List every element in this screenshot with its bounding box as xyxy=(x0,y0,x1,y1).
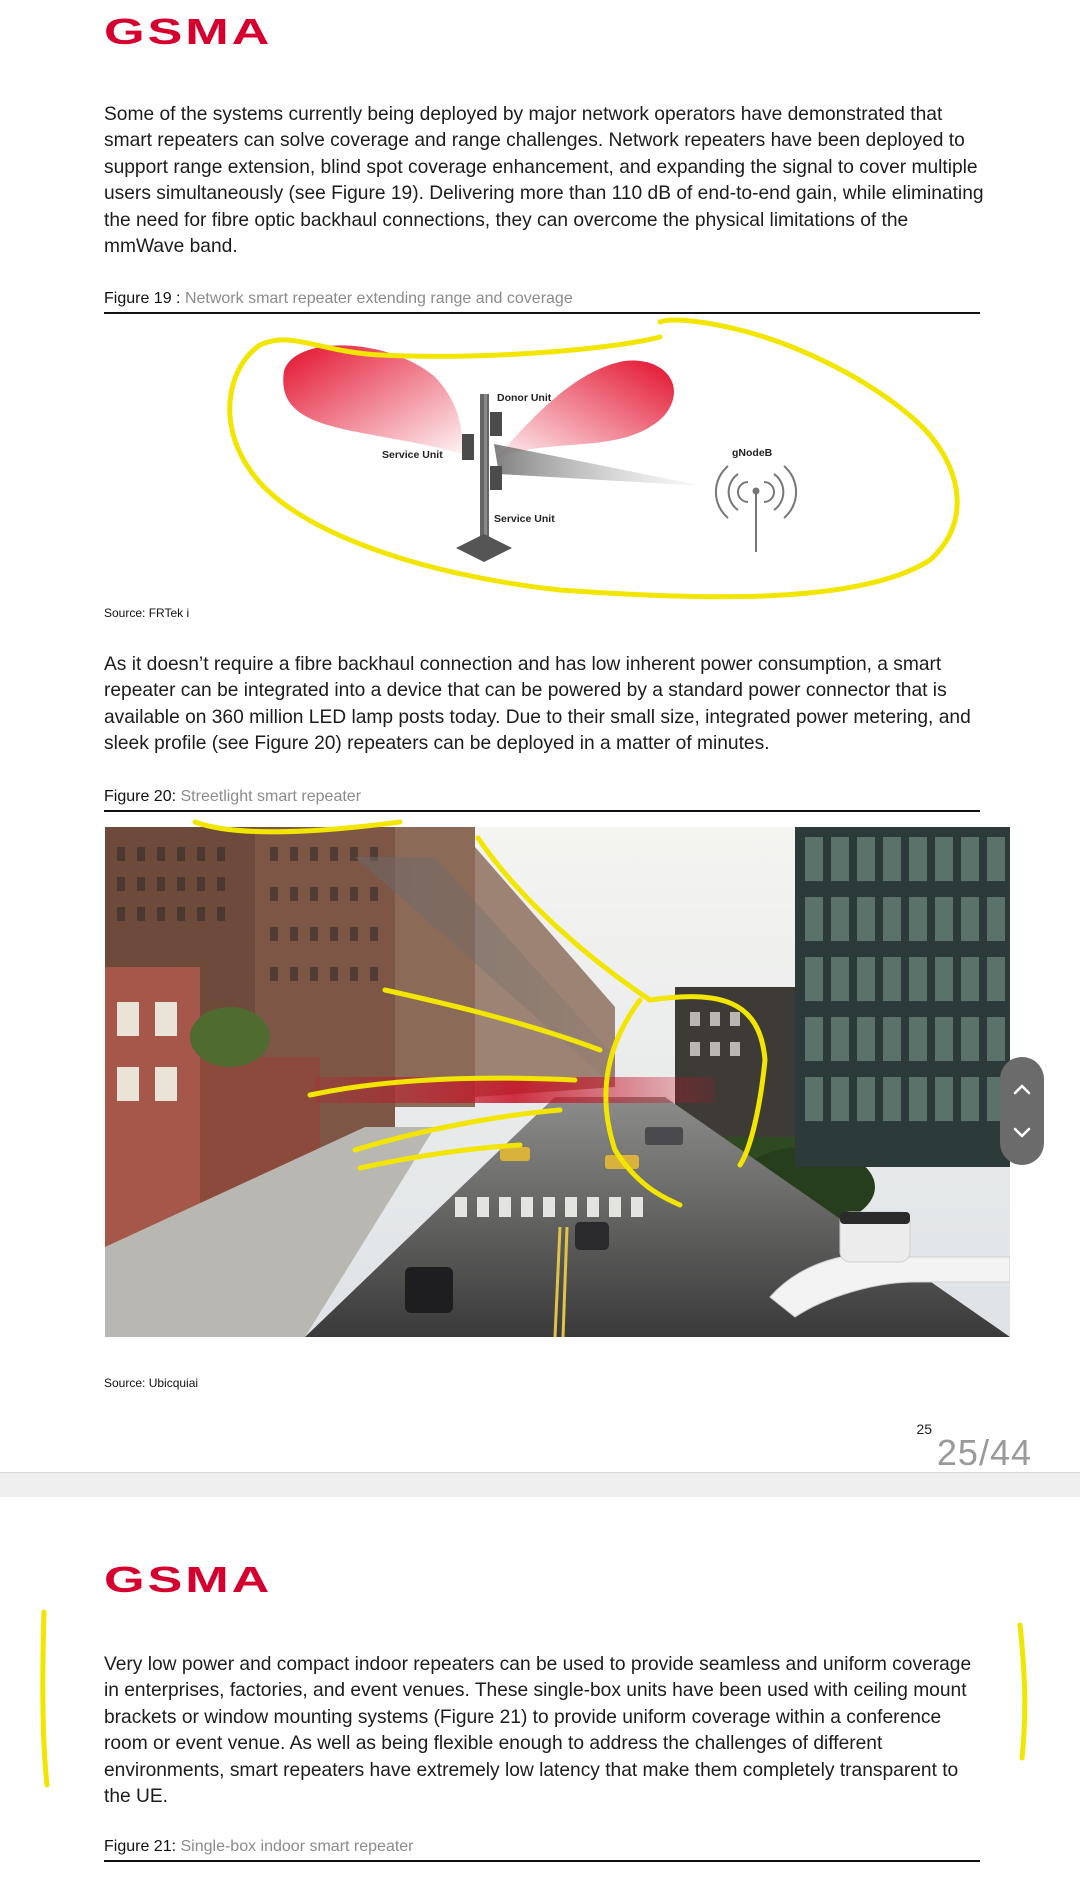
service-unit-left-box xyxy=(462,434,474,460)
service-unit-bottom-box xyxy=(490,466,502,490)
gsma-logo: GSMA xyxy=(104,1559,273,1600)
figure-20-source: Source: Ubicquiai xyxy=(104,1376,199,1390)
service-unit-bottom-label: Service Unit xyxy=(494,513,555,525)
streetlight-repeater-photo xyxy=(105,827,1010,1337)
body-paragraph: Very low power and compact indoor repeaters can be used to provide seamless and uniform coverage in enterprises, factories, and event venues. These single-box units have been used with ceiling mount brackets or window mounting systems (Figure 21) to provide uniform coverage within a conference room or event venue. As well as being flexible enough to address the challenges of different environments, smart repeaters have extremely low latency that make them completely transparent to the UE. xyxy=(104,1654,972,1808)
donor-unit-box xyxy=(490,412,502,436)
document-page-26 xyxy=(0,1497,1080,1877)
service-beam-left xyxy=(283,345,462,454)
chevron-down-icon xyxy=(1013,1127,1031,1139)
figure-label: Figure 19 : xyxy=(104,290,181,307)
antenna-icon xyxy=(716,466,796,552)
donor-beam xyxy=(496,360,674,458)
figure-title: Network smart repeater extending range and coverage xyxy=(184,290,573,307)
page-counter: 25/44 xyxy=(936,1432,1032,1472)
figure-19-caption xyxy=(104,289,980,314)
service-unit-left-label: Service Unit xyxy=(382,449,443,461)
page-number: 25 xyxy=(916,1421,932,1437)
page-navigation-control xyxy=(1000,1057,1044,1165)
body-paragraph: As it doesn’t require a fibre backhaul connection and has low inherent power consumption, a smart repeater can be integrated into a device that can be powered by a standard power connector that is available on 360 million LED lamp posts today. Due to their small size, integrated power metering, and sleek profile (see Figure 20) repeaters can be deployed in a matter of minutes. xyxy=(104,654,971,755)
gnodeb-link-beam xyxy=(494,444,704,486)
figure-title: Single-box indoor smart repeater xyxy=(180,1838,414,1855)
figure-20-caption xyxy=(104,787,980,812)
figure-19-source: Source: FRTek i xyxy=(104,606,190,620)
gnodeb-label: gNodeB xyxy=(732,447,773,459)
donor-unit-label: Donor Unit xyxy=(497,392,552,404)
gsma-logo: GSMA xyxy=(104,11,273,52)
previous-page-button[interactable] xyxy=(1010,1077,1034,1101)
figure-label: Figure 21: xyxy=(104,1838,177,1855)
figure-label: Figure 20: xyxy=(104,788,177,805)
repeater-diagram xyxy=(104,316,980,606)
body-paragraph: Some of the systems currently being deployed by major network operators have demonstrated that smart repeaters can solve coverage and range challenges. Network repeaters have been deployed to support range extension, blind spot coverage enhancement, and expanding the signal to cover multiple users simultaneously (see Figure 19). Delivering more than 110 dB of end-to-end gain, while eliminating the need for fibre optic backhaul connections, they can overcome the physical limitations of the mmWave band. xyxy=(104,104,984,258)
next-page-button[interactable] xyxy=(1010,1121,1034,1145)
page-separator xyxy=(0,1472,1080,1499)
figure-21-caption xyxy=(104,1837,980,1862)
chevron-up-icon xyxy=(1013,1083,1031,1095)
figure-title: Streetlight smart repeater xyxy=(180,788,362,805)
pole-base xyxy=(456,534,512,562)
